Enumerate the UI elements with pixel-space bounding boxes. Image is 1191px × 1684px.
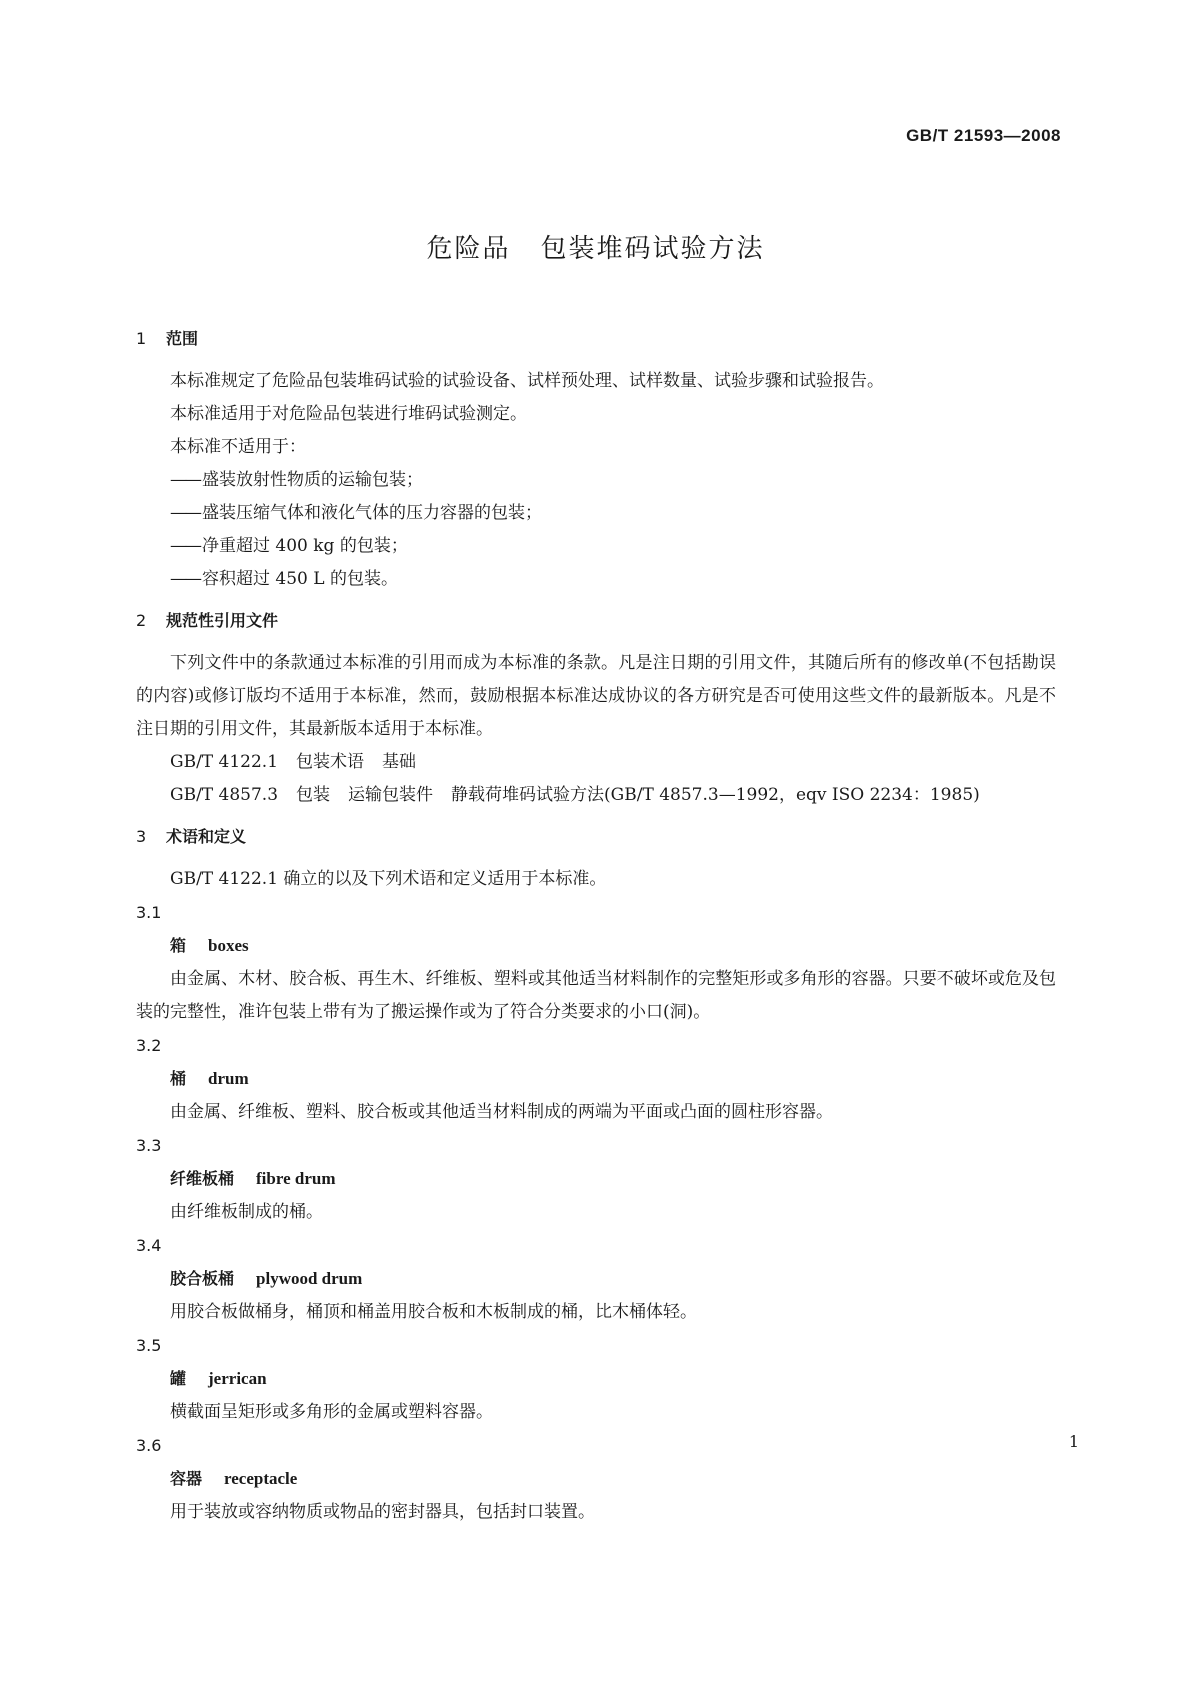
term-en: receptacle — [224, 1469, 298, 1488]
term-name — [136, 1162, 1056, 1196]
term-number: 3.6 — [136, 1436, 162, 1455]
term-name — [136, 1362, 1056, 1396]
term-name — [136, 1262, 1056, 1296]
list-item: —— 盛装放射性物质的运输包装； — [136, 464, 1056, 497]
term-en: jerrican — [208, 1369, 267, 1388]
document-title — [0, 228, 1191, 265]
term-name — [136, 1062, 1056, 1096]
term-definition: 用于装放或容纳物质或物品的密封器具，包括封口装置。 — [170, 1502, 595, 1522]
document-body — [136, 322, 1056, 1529]
list-item: —— 容积超过 450 L 的包装。 — [136, 563, 1056, 596]
term-definition: 由纤维板制成的桶。 — [170, 1202, 323, 1222]
term-definition: 由金属、木材、胶合板、再生木、纤维板、塑料或其他适当材料制作的完整矩形或多角形的容器。只要不破坏或危及包装的完整性，准许包装上带有为了搬运操作或为了符合分类要求的小口(洞)。 — [136, 969, 1056, 1022]
term-en: drum — [208, 1069, 249, 1088]
paragraph: 本标准不适用于： — [170, 437, 306, 457]
section-title: 术语和定义 — [166, 827, 247, 846]
term-zh: 容器 — [170, 1469, 203, 1488]
term-definition: 用胶合板做桶身，桶顶和桶盖用胶合板和木板制成的桶，比木桶体轻。 — [170, 1302, 697, 1322]
section-title: 规范性引用文件 — [166, 611, 279, 630]
list-item: —— 净重超过 400 kg 的包装； — [136, 530, 1056, 563]
reference-name: 包装术语 — [296, 752, 365, 772]
term-number: 3.4 — [136, 1236, 162, 1255]
reference-detail: 静载荷堆码试验方法(GB/T 4857.3—1992，eqv ISO 2234：1985) — [451, 785, 980, 805]
reference-code: GB/T 4857.3 — [170, 785, 279, 805]
section-title: 范围 — [166, 329, 199, 348]
term-en: fibre drum — [256, 1169, 336, 1188]
term-zh: 纤维板桶 — [170, 1169, 235, 1188]
term-number: 3.1 — [136, 903, 162, 922]
term-zh: 胶合板桶 — [170, 1269, 235, 1288]
term-zh: 罐 — [170, 1369, 187, 1388]
term-en: plywood drum — [256, 1269, 363, 1288]
title-part-2: 包装堆码试验方法 — [540, 234, 765, 264]
paragraph: GB/T 4122.1 确立的以及下列术语和定义适用于本标准。 — [170, 869, 607, 889]
paragraph: 本标准规定了危险品包装堆码试验的试验设备、试样预处理、试样数量、试验步骤和试验报告。 — [170, 371, 884, 391]
section-number: 2 — [136, 611, 147, 630]
reference-subtitle: 基础 — [382, 752, 417, 772]
term-name — [136, 929, 1056, 963]
term-number: 3.2 — [136, 1036, 162, 1055]
section-2-heading — [136, 604, 1056, 637]
section-1-heading — [136, 322, 1056, 355]
section-3-heading — [136, 820, 1056, 853]
term-zh: 箱 — [170, 936, 187, 955]
reference-entry — [136, 746, 1056, 779]
section-number: 3 — [136, 827, 147, 846]
list-item: —— 盛装压缩气体和液化气体的压力容器的包装； — [136, 497, 1056, 530]
term-name — [136, 1462, 1056, 1496]
term-number: 3.5 — [136, 1336, 162, 1355]
term-number: 3.3 — [136, 1136, 162, 1155]
title-part-1: 危险品 — [426, 234, 511, 264]
reference-subtitle: 运输包装件 — [348, 785, 434, 805]
paragraph: 下列文件中的条款通过本标准的引用而成为本标准的条款。凡是注日期的引用文件，其随后所有的修改单(不包括勘误的内容)或修订版均不适用于本标准，然而，鼓励根据本标准达成协议的各方研究是否可使用这些文件的最新版本。凡是不注日期的引用文件，其最新版本适用于本标准。 — [136, 653, 1056, 739]
reference-entry — [136, 779, 1056, 812]
reference-code: GB/T 4122.1 — [170, 752, 279, 772]
reference-name: 包装 — [296, 785, 331, 805]
term-en: boxes — [208, 936, 249, 955]
term-zh: 桶 — [170, 1069, 187, 1088]
term-definition: 横截面呈矩形或多角形的金属或塑料容器。 — [170, 1402, 493, 1422]
standard-code: GB/T 21593—2008 — [906, 126, 1061, 145]
term-definition: 由金属、纤维板、塑料、胶合板或其他适当材料制成的两端为平面或凸面的圆柱形容器。 — [170, 1102, 833, 1122]
paragraph: 本标准适用于对危险品包装进行堆码试验测定。 — [170, 404, 527, 424]
page-number: 1 — [1068, 1432, 1079, 1451]
section-number: 1 — [136, 329, 147, 348]
